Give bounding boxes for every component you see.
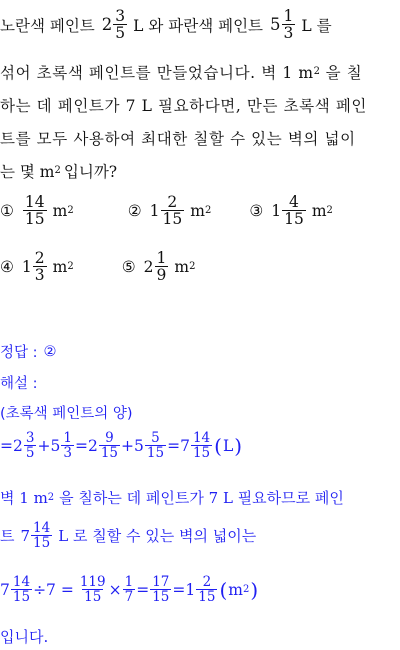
choice-mark: ② <box>127 201 142 220</box>
unit: m <box>52 201 68 220</box>
numerator: 14 <box>33 520 51 536</box>
operator: = <box>136 580 150 599</box>
paren-close: ) <box>234 433 243 458</box>
solution-text: 입니다. <box>0 628 49 646</box>
fraction <box>23 194 47 228</box>
numerator: 2 <box>167 193 178 211</box>
numerator: 2 <box>34 249 45 267</box>
fraction <box>161 194 185 228</box>
fraction <box>61 431 74 460</box>
operator: = <box>74 436 88 455</box>
problem-text: 하는 데 페인트가 7 L 필요하다면, 만든 초록색 페인 <box>0 97 367 115</box>
mixed-whole: 5 <box>134 436 144 455</box>
choice-5[interactable]: ⑤ 2 $\frac{1}{9}$ m 2 <box>121 249 196 285</box>
mixed-whole: 5 <box>50 436 61 455</box>
choice-mark: ③ <box>249 201 264 220</box>
fraction <box>282 8 296 42</box>
fraction <box>78 575 108 604</box>
answer-line <box>0 341 57 362</box>
step-title <box>0 402 133 423</box>
numerator: 14 <box>192 430 211 446</box>
denominator: 7 <box>124 589 134 606</box>
fraction <box>24 431 37 460</box>
problem-text: L 를 <box>301 16 332 35</box>
solution-ending <box>0 626 48 647</box>
denominator: 9 <box>156 266 167 285</box>
mixed-whole: 1 <box>149 201 160 220</box>
denominator: 15 <box>84 589 102 606</box>
solution-line-wall: 벽 1 m 2 을 칠하는 데 페인트가 7 L 필요하므로 페인 <box>0 489 344 507</box>
mixed-whole: 1 <box>21 257 32 276</box>
unit: m <box>311 201 327 220</box>
step-title-text: (초록색 페인트의 양) <box>0 406 133 422</box>
mixed-whole: 1 <box>271 201 282 220</box>
operator: = <box>172 580 186 599</box>
choices-row-2 <box>0 250 195 284</box>
fraction <box>11 575 32 604</box>
denominator: 15 <box>33 535 51 552</box>
numerator: 3 <box>25 430 35 446</box>
fraction <box>113 8 127 42</box>
choice-mark: ① <box>0 201 14 220</box>
operator: = <box>0 436 13 455</box>
choice-mark: ④ <box>0 257 14 276</box>
paren-open: ( <box>219 577 228 602</box>
problem-line-3 <box>0 94 367 116</box>
unit: m <box>52 257 68 276</box>
fraction <box>155 250 169 284</box>
problem-text: 을 칠 <box>325 64 363 82</box>
denominator: 15 <box>192 445 211 462</box>
denominator: 15 <box>146 445 165 462</box>
mixed-whole: 2 <box>87 436 98 455</box>
numerator: 4 <box>289 193 299 211</box>
choice-4[interactable]: ④ 1 $\frac{2}{3}$ m 2 <box>0 249 74 285</box>
numerator: 1 <box>63 430 72 446</box>
denominator: 15 <box>100 445 118 462</box>
mixed-whole: 7 <box>20 526 31 545</box>
numerator: 2 <box>202 574 212 590</box>
numerator: 14 <box>24 193 45 211</box>
denominator: 3 <box>63 445 72 462</box>
operator: × <box>108 580 122 599</box>
solution-text: 트 <box>0 527 15 546</box>
choice-1[interactable]: ① $\frac{14}{15}$ m 2 <box>0 193 74 229</box>
problem-text: 트를 모두 사용하여 최대한 칠할 수 있는 벽의 넓이 <box>0 130 356 148</box>
solution-text: 벽 1 m <box>0 489 48 507</box>
choices-row-1 <box>0 194 333 228</box>
mixed-whole: 2 <box>13 436 23 455</box>
fraction <box>145 431 166 460</box>
problem-text: L 와 파란색 페인트 <box>133 16 264 35</box>
fraction <box>99 431 120 460</box>
answer-value: ② <box>43 343 57 360</box>
paren-close: ) <box>250 577 259 602</box>
problem-line-5: 는 몇 m 2 입니까? <box>0 160 117 182</box>
solution-text: L 로 칠할 수 있는 벽의 넓이는 <box>58 527 257 546</box>
operator: = <box>167 436 181 455</box>
paren-open: ( <box>214 433 222 458</box>
mixed-whole: 5 <box>270 15 281 35</box>
operator: + <box>121 436 134 455</box>
mixed-whole: 7 <box>180 436 190 455</box>
operator: + <box>37 436 51 455</box>
denominator: 5 <box>25 445 35 462</box>
mixed-whole: 2 <box>101 15 113 35</box>
unit: m <box>228 580 243 599</box>
fraction <box>196 575 217 604</box>
problem-line-2: 섞어 초록색 페인트를 만들었습니다. 벽 1 m 2 을 칠 <box>0 61 362 83</box>
denominator: 15 <box>152 589 170 606</box>
denominator: 3 <box>283 24 294 43</box>
solution-text: 을 칠하는 데 페인트가 7 L 필요하므로 페인 <box>59 489 344 507</box>
solution-line-t <box>0 521 256 550</box>
denominator: 15 <box>162 210 183 229</box>
problem-text: 입니까? <box>63 163 118 181</box>
numerator: 1 <box>156 249 167 267</box>
denominator: 5 <box>115 24 126 43</box>
explanation-label <box>0 372 38 393</box>
mixed-whole: 2 <box>143 257 154 276</box>
unit: L <box>222 436 234 455</box>
fraction <box>123 575 136 604</box>
mixed-whole: 1 <box>185 580 196 599</box>
denominator: 15 <box>284 210 304 229</box>
numerator: 14 <box>12 574 31 590</box>
equation-1 <box>0 431 243 460</box>
unit: m <box>190 201 205 220</box>
mixed-whole: 7 <box>0 580 10 599</box>
problem-text: 는 몇 m <box>0 163 55 181</box>
denominator: 15 <box>24 210 45 229</box>
answer-label: 정답 : <box>0 345 38 361</box>
denominator: 15 <box>12 589 31 606</box>
numerator: 1 <box>124 574 134 590</box>
problem-line-4 <box>0 127 356 149</box>
numerator: 5 <box>151 430 160 446</box>
fraction <box>33 250 47 284</box>
fraction <box>191 431 212 460</box>
problem-line-1 <box>0 8 332 42</box>
operator: ÷7 = <box>33 580 74 599</box>
numerator: 119 <box>79 574 106 590</box>
equation-2: 7 $\frac{14}{15}$ ÷7 = $\frac{119}{15}$ × $\frac{1}{7}$ = $\frac{17}{15}$ = 1 $\frac{2}{15}$ ( m 2 ) <box>0 574 259 606</box>
fraction <box>282 194 306 228</box>
denominator: 3 <box>34 266 45 285</box>
problem-text: 노란색 페인트 <box>0 16 95 35</box>
fraction <box>150 575 171 604</box>
fraction <box>31 521 52 550</box>
numerator: 1 <box>283 7 294 25</box>
problem-text: 섞어 초록색 페인트를 만들었습니다. 벽 1 m <box>0 64 314 82</box>
unit: m <box>174 257 190 276</box>
explanation-label-text: 해설 : <box>0 376 38 392</box>
choice-2[interactable]: ② 1 $\frac{2}{15}$ m 2 <box>127 193 212 229</box>
denominator: 15 <box>198 589 216 606</box>
numerator: 9 <box>105 430 114 446</box>
choice-3[interactable]: ③ 1 $\frac{4}{15}$ m 2 <box>249 193 333 229</box>
choice-mark: ⑤ <box>121 257 136 276</box>
numerator: 3 <box>115 7 126 25</box>
numerator: 17 <box>152 574 170 590</box>
